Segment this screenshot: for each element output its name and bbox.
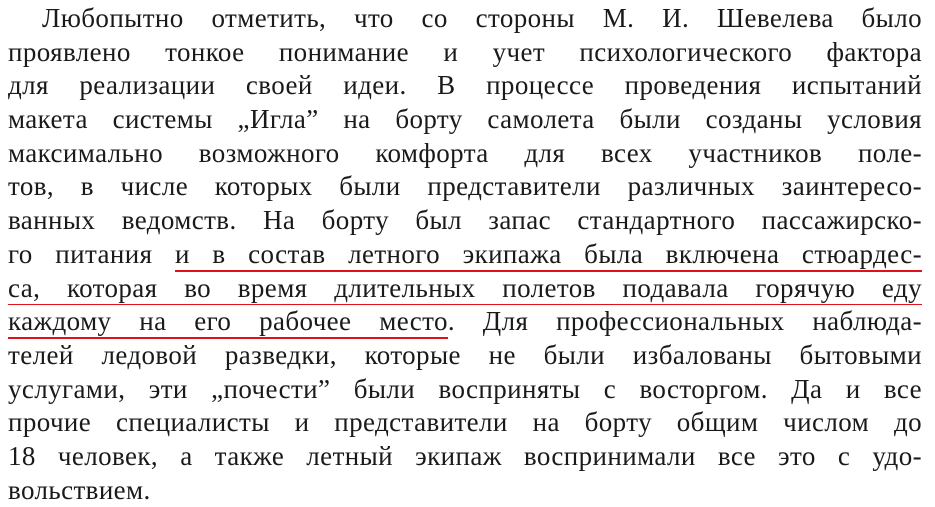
text-line: прочие специалисты и представители на борту общим числом до	[8, 407, 922, 438]
text-segment: го питания	[8, 238, 175, 269]
text-line	[8, 238, 922, 272]
text-segment: . Для профессиональных наблюда-	[447, 306, 922, 337]
text-line: вольствием.	[8, 474, 151, 505]
text-line: ванных ведомств. На борту был запас стандартного пассажирско-	[8, 205, 922, 236]
text-line: проявлено тонкое понимание и учет психологического фактора	[8, 36, 922, 67]
text-line	[8, 305, 922, 339]
underlined-text: и в состав летного экипажа была включена стюардес-	[175, 239, 922, 272]
text-line: макета системы „Игла” на борту самолета были созданы условия	[8, 104, 922, 135]
text-line: 18 человек, а также летный экипаж воспринимали все это с удо-	[8, 440, 922, 471]
text-line: телей ледовой разведки, которые не были избалованы бытовыми	[8, 339, 922, 370]
text-line: для реализации своей идеи. В процессе проведения испытаний	[8, 70, 922, 101]
text-line: максимально возможного комфорта для всех участников поле-	[8, 137, 922, 168]
text-line	[8, 272, 922, 306]
document-paragraph	[8, 2, 922, 507]
text-line: услугами, эти „почести” были восприняты с восторгом. Да и все	[8, 373, 922, 404]
text-line: тов, в числе которых были представители различных заинтересо-	[8, 171, 922, 202]
underlined-text: са, которая во время длительных полетов подавала горячую еду	[8, 273, 922, 306]
underlined-text: каждому на его рабочее место	[8, 306, 448, 339]
text-line: Любопытно отметить, что со стороны М. И. Шевелева было	[42, 3, 922, 33]
